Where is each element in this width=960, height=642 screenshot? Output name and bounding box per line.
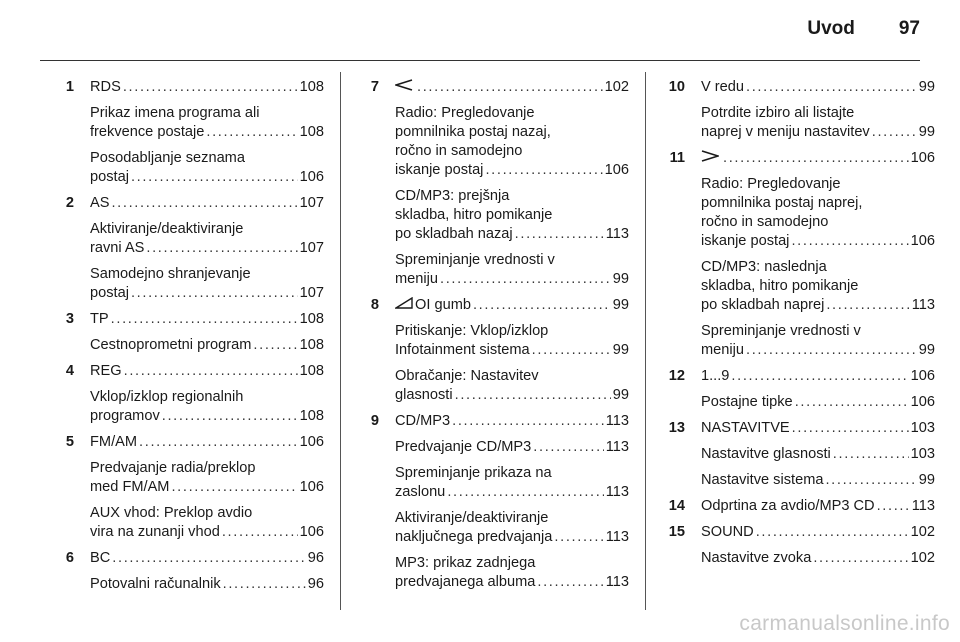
entry-text-line: Posodabljanje seznama	[90, 150, 245, 166]
entry-page-ref: 113	[605, 574, 629, 590]
entry-leader-row	[90, 407, 324, 426]
entry-page-ref: 113	[605, 226, 629, 242]
entry-text: Odprtina za avdio/MP3 CD	[701, 498, 875, 514]
entry-text: Postajne tipke	[701, 394, 793, 410]
entry-number: 2	[65, 195, 74, 211]
entry-text: zaslonu	[395, 484, 446, 500]
entry-text-line: Radio: Pregledovanje	[395, 105, 535, 121]
entry-text-line: Predvajanje radia/preklop	[90, 460, 256, 476]
dot-leader	[146, 239, 297, 258]
dot-leader	[515, 225, 604, 244]
index-column-1	[44, 78, 324, 594]
page-title: Uvod	[807, 18, 855, 39]
entry-text: med FM/AM	[90, 479, 170, 495]
entry-leader-row	[90, 123, 324, 142]
index-column-3	[655, 78, 935, 568]
entry-text: V redu	[701, 79, 744, 95]
entry-page-ref: 99	[918, 342, 935, 358]
dot-leader	[723, 149, 909, 168]
index-subentry	[655, 258, 935, 315]
entry-text-line: CD/MP3: naslednja	[701, 259, 827, 275]
entry-leader-row	[90, 194, 324, 213]
entry-text: Predvajanje CD/MP3	[395, 439, 532, 455]
entry-number: 15	[668, 524, 685, 540]
index-subentry	[655, 322, 935, 360]
dot-leader	[124, 362, 298, 381]
entry-leader-row	[701, 393, 935, 412]
entry-page-ref: 99	[612, 271, 629, 287]
entry-page-ref: 108	[299, 311, 324, 327]
entry-page-ref: 102	[910, 550, 935, 566]
dot-leader	[813, 549, 908, 568]
entry-leader-row	[395, 161, 629, 180]
entry-leader-row	[90, 362, 324, 381]
entry-number: 10	[668, 79, 685, 95]
entry-leader-row	[395, 438, 629, 457]
entry-page-ref: 108	[299, 79, 324, 95]
index-column-2	[349, 78, 629, 592]
index-subentry	[655, 104, 935, 142]
index-subentry	[44, 336, 324, 355]
dot-leader	[123, 78, 298, 97]
entry-number: 1	[65, 79, 74, 95]
dot-leader	[756, 523, 909, 542]
entry-text: postaj	[90, 169, 129, 185]
index-entry	[655, 367, 935, 386]
dot-leader	[872, 123, 917, 142]
entry-page-ref: 99	[612, 297, 629, 313]
entry-leader-row	[90, 549, 324, 568]
index-subentry	[349, 187, 629, 244]
index-entry	[44, 433, 324, 452]
index-entry	[44, 310, 324, 329]
index-subentry	[44, 459, 324, 497]
entry-text-line: Aktiviranje/deaktiviranje	[395, 510, 549, 526]
entry-leader-row	[701, 232, 935, 251]
entry-text: Cestnoprometni program	[90, 337, 252, 353]
dot-leader	[139, 433, 298, 452]
entry-page-ref: 106	[604, 162, 629, 178]
entry-leader-row	[701, 523, 935, 542]
entry-page-ref: 106	[299, 169, 324, 185]
entry-page-ref: 96	[307, 550, 324, 566]
entry-text: glasnosti	[395, 387, 453, 403]
entry-text: CD/MP3	[395, 413, 451, 429]
entry-page-ref: 108	[299, 124, 324, 140]
index-entry	[44, 362, 324, 381]
index-subentry	[44, 220, 324, 258]
entry-text-line: Prikaz imena programa ali	[90, 105, 260, 121]
entry-text-line: Vklop/izklop regionalnih	[90, 389, 244, 405]
dot-leader	[554, 528, 603, 547]
entry-text: Infotainment sistema	[395, 342, 530, 358]
index-entry	[44, 549, 324, 568]
entry-page-ref: 106	[299, 479, 324, 495]
index-entry	[655, 78, 935, 97]
index-subentry	[655, 549, 935, 568]
index-entry	[655, 523, 935, 542]
entry-text: BC	[90, 550, 111, 566]
entry-text: RDS	[90, 79, 121, 95]
entry-text: iskanje postaj	[395, 162, 484, 178]
dot-leader	[447, 483, 603, 502]
entry-text-line: pomnilnika postaj nazaj,	[395, 124, 551, 140]
index-entry	[44, 78, 324, 97]
entry-page-ref: 113	[605, 439, 629, 455]
entry-page-ref: 106	[299, 524, 324, 540]
dot-leader	[131, 284, 298, 303]
entry-page-ref: 113	[605, 484, 629, 500]
entry-leader-row	[701, 123, 935, 142]
entry-page-ref: 99	[918, 472, 935, 488]
entry-leader-row	[90, 523, 324, 542]
dot-leader	[532, 341, 611, 360]
entry-leader-row	[90, 239, 324, 258]
entry-number: 12	[668, 368, 685, 384]
entry-leader-row	[701, 549, 935, 568]
entry-leader-row	[701, 367, 935, 386]
entry-text-line: Obračanje: Nastavitev	[395, 368, 539, 384]
index-subentry	[349, 509, 629, 547]
entry-text-line: CD/MP3: prejšnja	[395, 188, 510, 204]
entry-text-line: pomnilnika postaj naprej,	[701, 195, 863, 211]
entry-text: naključnega predvajanja	[395, 529, 553, 545]
entry-text-line: AUX vhod: Preklop avdio	[90, 505, 253, 521]
entry-leader-row	[395, 386, 629, 405]
dot-leader	[112, 549, 305, 568]
entry-leader-row	[90, 284, 324, 303]
entry-page-ref: 96	[307, 576, 324, 592]
index-subentry	[349, 464, 629, 502]
entry-number: 13	[668, 420, 685, 436]
dot-leader	[485, 161, 602, 180]
entry-leader-row	[701, 471, 935, 490]
entry-text-line: ročno in samodejno	[395, 143, 523, 159]
entry-text: programov	[90, 408, 160, 424]
entry-text-line: Aktiviranje/deaktiviranje	[90, 221, 244, 237]
entry-text: TP	[90, 311, 109, 327]
entry-text: ravni AS	[90, 240, 145, 256]
dot-leader	[206, 123, 297, 142]
entry-page-ref: 113	[911, 498, 935, 514]
dot-leader	[537, 573, 603, 592]
entry-text: OI gumb	[415, 297, 471, 313]
entry-leader-row	[395, 78, 629, 97]
dot-leader	[131, 168, 298, 187]
entry-text-line: Spreminjanje vrednosti v	[701, 323, 861, 339]
index-entry	[349, 412, 629, 431]
entry-page-ref: 107	[299, 195, 324, 211]
dot-leader	[746, 341, 917, 360]
page-number: 97	[898, 18, 920, 39]
entry-number: 4	[65, 363, 74, 379]
index-subentry	[44, 104, 324, 142]
entry-leader-row	[701, 296, 935, 315]
dot-leader	[746, 78, 917, 97]
dot-leader	[791, 232, 908, 251]
entry-text: Nastavitve sistema	[701, 472, 824, 488]
entry-text: FM/AM	[90, 434, 138, 450]
index-subentry	[44, 388, 324, 426]
dot-leader	[417, 78, 603, 97]
entry-number: 8	[370, 297, 379, 313]
entry-text: po skladbah nazaj	[395, 226, 513, 242]
entry-text: Nastavitve zvoka	[701, 550, 812, 566]
entry-page-ref: 106	[910, 233, 935, 249]
index-entry	[655, 419, 935, 438]
column-divider	[645, 72, 646, 610]
entry-text: iskanje postaj	[701, 233, 790, 249]
dot-leader	[826, 296, 909, 315]
entry-text: Potovalni računalnik	[90, 576, 221, 592]
index-entry	[655, 149, 935, 168]
entry-number: 14	[668, 498, 685, 514]
entry-leader-row	[701, 497, 935, 516]
entry-text-line: Potrdite izbiro ali listajte	[701, 105, 855, 121]
entry-leader-row	[90, 168, 324, 187]
entry-text-line: ročno in samodejno	[701, 214, 829, 230]
entry-text: postaj	[90, 285, 129, 301]
index-subentry	[655, 445, 935, 464]
entry-page-ref: 102	[604, 79, 629, 95]
next-seek-icon	[701, 150, 719, 162]
dot-leader	[162, 407, 298, 426]
entry-leader-row	[395, 296, 629, 315]
dot-leader	[111, 194, 297, 213]
entry-page-ref: 102	[910, 524, 935, 540]
entry-number: 7	[370, 79, 379, 95]
entry-leader-row	[395, 270, 629, 289]
entry-page-ref: 103	[910, 446, 935, 462]
dot-leader	[111, 310, 298, 329]
entry-text-line: Pritiskanje: Vklop/izklop	[395, 323, 549, 339]
entry-leader-row	[90, 575, 324, 594]
entry-page-ref: 107	[299, 285, 324, 301]
index-subentry	[44, 149, 324, 187]
entry-text: Nastavitve glasnosti	[701, 446, 831, 462]
entry-leader-row	[90, 78, 324, 97]
dot-leader	[833, 445, 909, 464]
index-entry	[44, 194, 324, 213]
index-entry	[655, 497, 935, 516]
entry-text: 1...9	[701, 368, 730, 384]
entry-text-line: Samodejno shranjevanje	[90, 266, 251, 282]
dot-leader	[877, 497, 910, 516]
index-subentry	[349, 251, 629, 289]
index-subentry	[655, 393, 935, 412]
entry-text: po skladbah naprej	[701, 297, 825, 313]
entry-text-line: Spreminjanje prikaza na	[395, 465, 552, 481]
entry-page-ref: 106	[910, 368, 935, 384]
entry-text: meniju	[395, 271, 438, 287]
entry-page-ref: 106	[299, 434, 324, 450]
entry-text: meniju	[701, 342, 744, 358]
header-rule	[40, 60, 920, 61]
entry-number: 3	[65, 311, 74, 327]
entry-page-ref: 108	[299, 408, 324, 424]
index-subentry	[44, 265, 324, 303]
entry-leader-row	[90, 310, 324, 329]
page-header	[807, 18, 920, 40]
entry-page-ref: 103	[910, 420, 935, 436]
entry-text-line: MP3: prikaz zadnjega	[395, 555, 536, 571]
index-entry	[349, 296, 629, 315]
entry-number: 5	[65, 434, 74, 450]
entry-text: predvajanega albuma	[395, 574, 536, 590]
index-subentry	[349, 438, 629, 457]
entry-leader-row	[395, 225, 629, 244]
entry-page-ref: 99	[918, 79, 935, 95]
entry-page-ref: 106	[910, 150, 935, 166]
entry-text-line: skladba, hitro pomikanje	[395, 207, 553, 223]
entry-text: naprej v meniju nastavitev	[701, 124, 870, 140]
column-divider	[340, 72, 341, 610]
entry-page-ref: 99	[612, 387, 629, 403]
entry-leader-row	[395, 573, 629, 592]
dot-leader	[455, 386, 611, 405]
entry-number: 6	[65, 550, 74, 566]
dot-leader	[795, 393, 909, 412]
entry-number: 11	[669, 150, 685, 166]
dot-leader	[171, 478, 297, 497]
entry-page-ref: 108	[299, 337, 324, 353]
index-entry	[349, 78, 629, 97]
entry-text: frekvence postaje	[90, 124, 205, 140]
entry-leader-row	[90, 433, 324, 452]
entry-leader-row	[701, 149, 935, 168]
entry-page-ref: 99	[612, 342, 629, 358]
entry-text: vira na zunanji vhod	[90, 524, 220, 540]
index-subentry	[349, 322, 629, 360]
dot-leader	[825, 471, 916, 490]
entry-text: SOUND	[701, 524, 754, 540]
index-subentry	[655, 175, 935, 251]
entry-leader-row	[701, 78, 935, 97]
index-subentry	[44, 504, 324, 542]
entry-text-line: skladba, hitro pomikanje	[701, 278, 859, 294]
entry-text: REG	[90, 363, 122, 379]
entry-page-ref: 107	[299, 240, 324, 256]
dot-leader	[792, 419, 909, 438]
dot-leader	[440, 270, 611, 289]
entry-leader-row	[395, 528, 629, 547]
entry-page-ref: 113	[911, 297, 935, 313]
dot-leader	[731, 367, 908, 386]
entry-text-line: Spreminjanje vrednosti v	[395, 252, 555, 268]
entry-leader-row	[90, 336, 324, 355]
volume-icon	[395, 297, 413, 309]
entry-text: NASTAVITVE	[701, 420, 790, 436]
entry-leader-row	[395, 341, 629, 360]
entry-page-ref: 99	[918, 124, 935, 140]
entry-number: 9	[370, 413, 379, 429]
index-subentry	[349, 554, 629, 592]
dot-leader	[222, 523, 298, 542]
index-subentry	[349, 367, 629, 405]
entry-text: AS	[90, 195, 110, 211]
dot-leader	[473, 296, 611, 315]
dot-leader	[533, 438, 603, 457]
dot-leader	[253, 336, 297, 355]
entry-page-ref: 113	[605, 529, 629, 545]
entry-page-ref: 106	[910, 394, 935, 410]
dot-leader	[452, 412, 604, 431]
prev-seek-icon	[395, 79, 413, 91]
entry-leader-row	[701, 419, 935, 438]
index-subentry	[349, 104, 629, 180]
entry-page-ref: 108	[299, 363, 324, 379]
index-subentry	[655, 471, 935, 490]
entry-page-ref: 113	[605, 413, 629, 429]
entry-text-line: Radio: Pregledovanje	[701, 176, 841, 192]
index-subentry	[44, 575, 324, 594]
dot-leader	[223, 575, 306, 594]
entry-leader-row	[701, 445, 935, 464]
entry-leader-row	[395, 412, 629, 431]
entry-leader-row	[701, 341, 935, 360]
entry-leader-row	[90, 478, 324, 497]
entry-leader-row	[395, 483, 629, 502]
watermark: carmanualsonline.info	[739, 612, 950, 635]
